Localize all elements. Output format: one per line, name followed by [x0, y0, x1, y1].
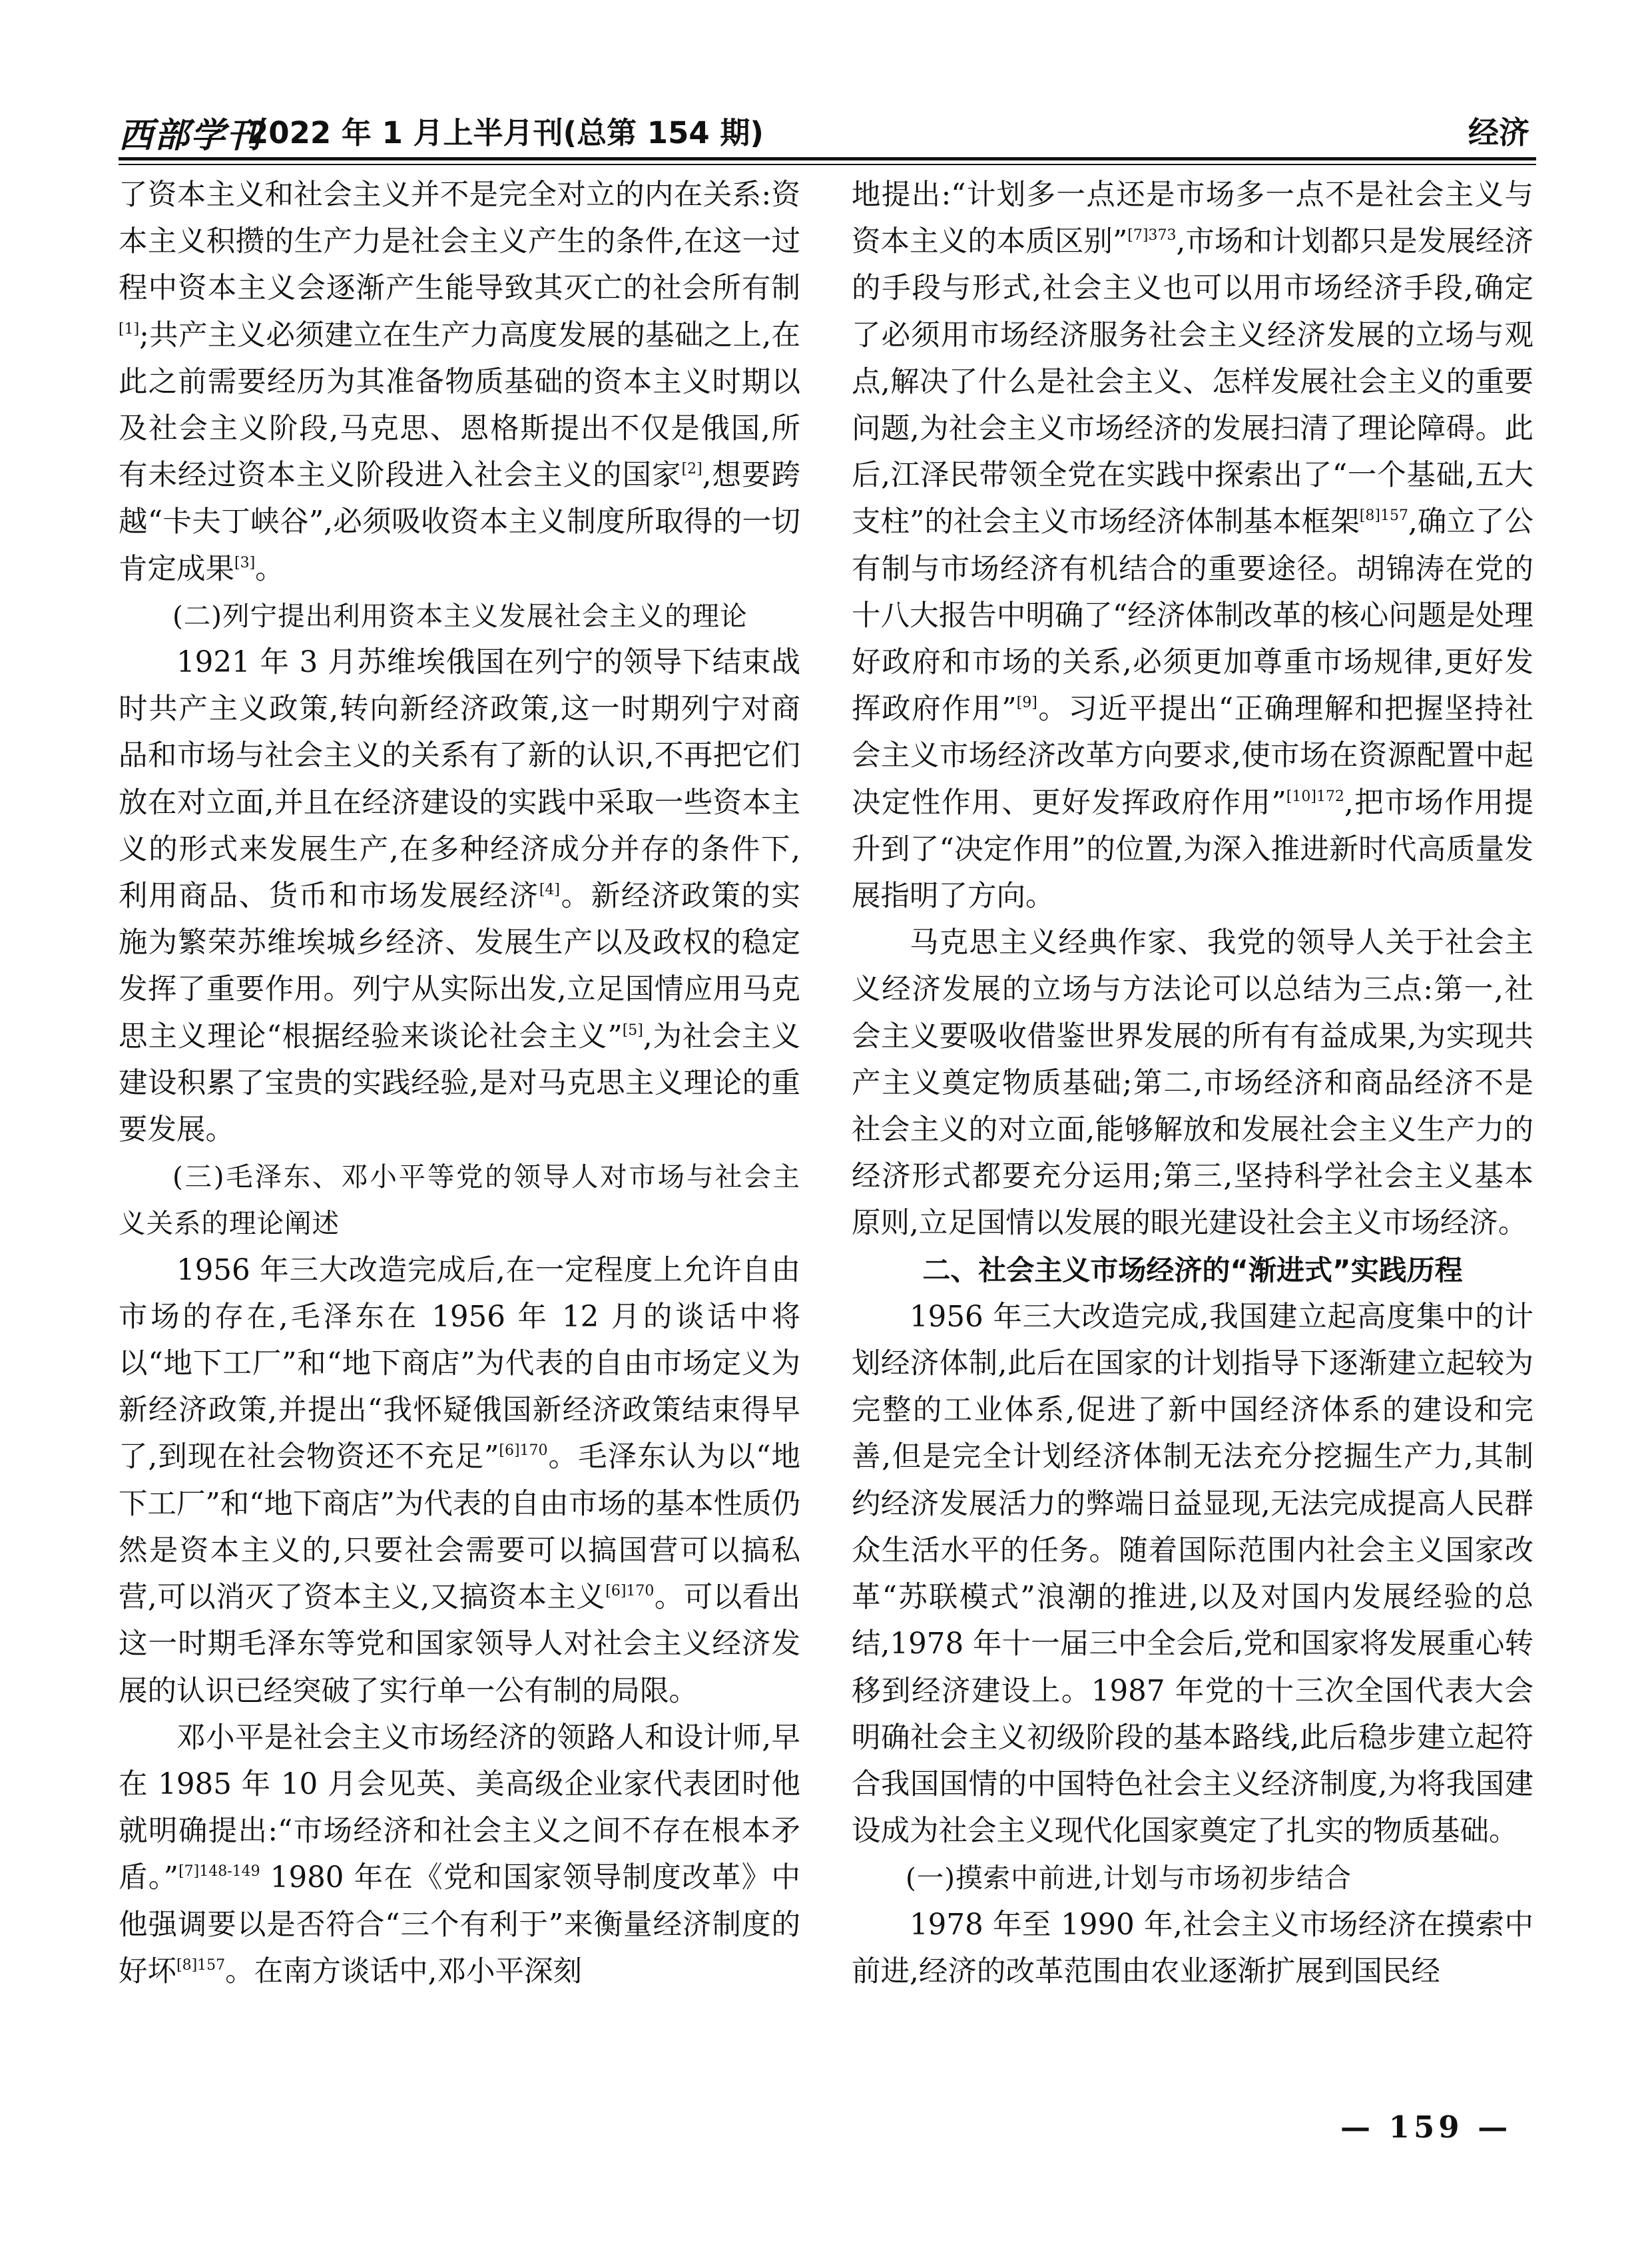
citation-marker: [2] [681, 461, 702, 478]
citation-marker: [10]172 [1286, 788, 1344, 805]
right-column [852, 172, 1533, 1995]
citation-marker: [4] [539, 882, 560, 899]
running-header [119, 103, 1536, 156]
citation-marker: [1] [119, 320, 140, 338]
left-column [119, 172, 800, 1995]
citation-marker: [8]157 [1359, 507, 1408, 525]
paragraph: 1978 年至 1990 年,社会主义市场经济在摸索中前进,经济的改革范围由农业逐渐扩展到国民经 [852, 1908, 1533, 1988]
page-number: — 159 — [1340, 2109, 1512, 2145]
citation-marker: [5] [622, 1021, 643, 1039]
citation-marker: [8]157 [176, 1956, 226, 1974]
section-label: 经济 [1468, 115, 1529, 150]
citation-marker: [9] [1016, 695, 1037, 712]
paragraph: 1921 年 3 月苏维埃俄国在列宁的领导下结束战时共产主义政策,转向新经济政策,这一时期列宁对商品和市场与社会主义的关系有了新的认识,不再把它们放在对立面,并且在经济建设的实践中采取一些资本主义的形式来发展生产,在多种经济成分并存的条件下,利用商品、货币和市场发展经济[4]。新经济政策的实施为繁荣苏维埃城乡经济、发展生产以及政权的稳定发挥了重要作用。列宁从实际出发,立足国情应用马克思主义理论“根据经验来谈论社会主义”[5],为社会主义建设积累了宝贵的实践经验,是对马克思主义理论的重要发展。 [119, 646, 801, 1147]
citation-marker: [6]170 [605, 1583, 655, 1600]
citation-marker: [6]170 [499, 1442, 548, 1460]
paragraph: 1956 年三大改造完成,我国建立起高度集中的计划经济体制,此后在国家的计划指导下逐渐建立起较为完整的工业体系,促进了新中国经济体系的建设和完善,但是完全计划经济体制无法充分挖掘生产力,其制约经济发展活力的弊端日益显现,无法完成提高人民群众生活水平的任务。随着国际范围内社会主义国家改革“苏联模式”浪潮的推进,以及对国内发展经验的总结,1978 年十一届三中全会后,党和国家将发展重心转移到经济建设上。1987 年党的十三次全国代表大会明确社会主义初级阶段的基本路线,此后稳步建立起符合我国国情的中国特色社会主义经济制度,为将我国建设成为社会主义现代化国家奠定了扎实的物质基础。 [852, 1300, 1533, 1848]
paragraph: 邓小平是社会主义市场经济的领路人和设计师,早在 1985 年 10 月会见英、美高级企业家代表团时他就明确提出:“市场经济和社会主义之间不存在根本矛盾。”$^{[7]148-149}$ 1980 年在《党和国家领导制度改革》中他强调要以是否符合“三个有利于”来衡量经济制度的好坏$^{[8]157}$。在南方谈话中,邓小平深刻 [119, 1721, 801, 1988]
subheading-lenin: (二)列宁提出利用资本主义发展社会主义的理论 [172, 599, 748, 632]
journal-logo: 西部学刊 [119, 115, 263, 156]
citation-marker: [7]148-149 [178, 1863, 260, 1880]
citation-marker: [7]373 [1127, 227, 1177, 244]
header-rule-thick [119, 157, 1536, 160]
paragraph: 马克思主义经典作家、我党的领导人关于社会主义经济发展的立场与方法论可以总结为三点:第一,社会主义要吸收借鉴世界发展的所有有益成果,为实现共产主义奠定物质基础;第二,市场经济和商品经济不是社会主义的对立面,能够解放和发展社会主义生产力的经济形式都要充分运用;第三,坚持科学社会主义基本原则,立足国情以发展的眼光建设社会主义市场经济。 [852, 926, 1533, 1241]
paragraph: 1956 年三大改造完成后,在一定程度上允许自由市场的存在,毛泽东在 1956 年 12 月的谈话中将以“地下工厂”和“地下商店”为代表的自由市场定义为新经济政策,并提出“我怀疑俄国新经济政策结束得早了,到现在社会物资还不充足”$^{[6]170}$。毛泽东认为以“地下工厂”和“地下商店”为代表的自由市场的基本性质仍然是资本主义的,只要社会需要可以搞国营可以搞私营,可以消灭了资本主义,又搞资本主义$^{[6]170}$。可以看出这一时期毛泽东等党和国家领导人对社会主义经济发展的认识已经突破了实行单一公有制的局限。 [119, 1253, 801, 1708]
subheading-exploration: (一)摸索中前进,计划与市场初步结合 [906, 1862, 1352, 1894]
paragraph-continued: 地提出:“计划多一点还是市场多一点不是社会主义与资本主义的本质区别”$^{[7]373}$,市场和计划都只是发展经济的手段与形式,社会主义也可以用市场经济手段,确定了必须用市场经济服务社会主义经济发展的立场与观点,解决了什么是社会主义、怎样发展社会主义的重要问题,为社会主义市场经济的发展扫清了理论障碍。此后,江泽民带领全党在实践中探索出了“一个基础,五大支柱”的社会主义市场经济体制基本框架$^{[8]157}$,确立了公有制与市场经济有机结合的重要途径。胡锦涛在党的十八大报告中明确了“经济体制改革的核心问题是处理好政府和市场的关系,必须更加尊重市场规律,更好发挥政府作用”[9]。习近平提出“正确理解和把握坚持社会主义市场经济改革方向要求,使市场在资源配置中起决定性作用、更好发挥政府作用”$^{[10]172}$,把市场作用提升到了“决定作用”的位置,为深入推进新时代高质量发展指明了方向。 [852, 178, 1533, 914]
subheading-mao-deng: (三)毛泽东、邓小平等党的领导人对市场与社会主义关系的理论阐述 [119, 1161, 800, 1240]
paragraph-continued: 了资本主义和社会主义并不是完全对立的内在关系:资本主义积攒的生产力是社会主义产生的条件,在这一过程中资本主义会逐渐产生能导致其灭亡的社会所有制[1];共产主义必须建立在生产力高度发展的基础之上,在此之前需要经历为其准备物质基础的资本主义时期以及社会主义阶段,马克思、恩格斯提出不仅是俄国,所有未经过资本主义阶段进入社会主义的国家[2],想要跨越“卡夫丁峡谷”,必须吸收资本主义制度所取得的一切肯定成果[3]。 [119, 178, 800, 586]
header-rule-thin [119, 164, 1536, 165]
citation-marker: [3] [234, 554, 256, 571]
section-heading: 二、社会主义市场经济的“渐进式”实践历程 [922, 1253, 1463, 1286]
issue-info: 2022 年 1 月上半月刊(总第 154 期) [248, 115, 764, 150]
